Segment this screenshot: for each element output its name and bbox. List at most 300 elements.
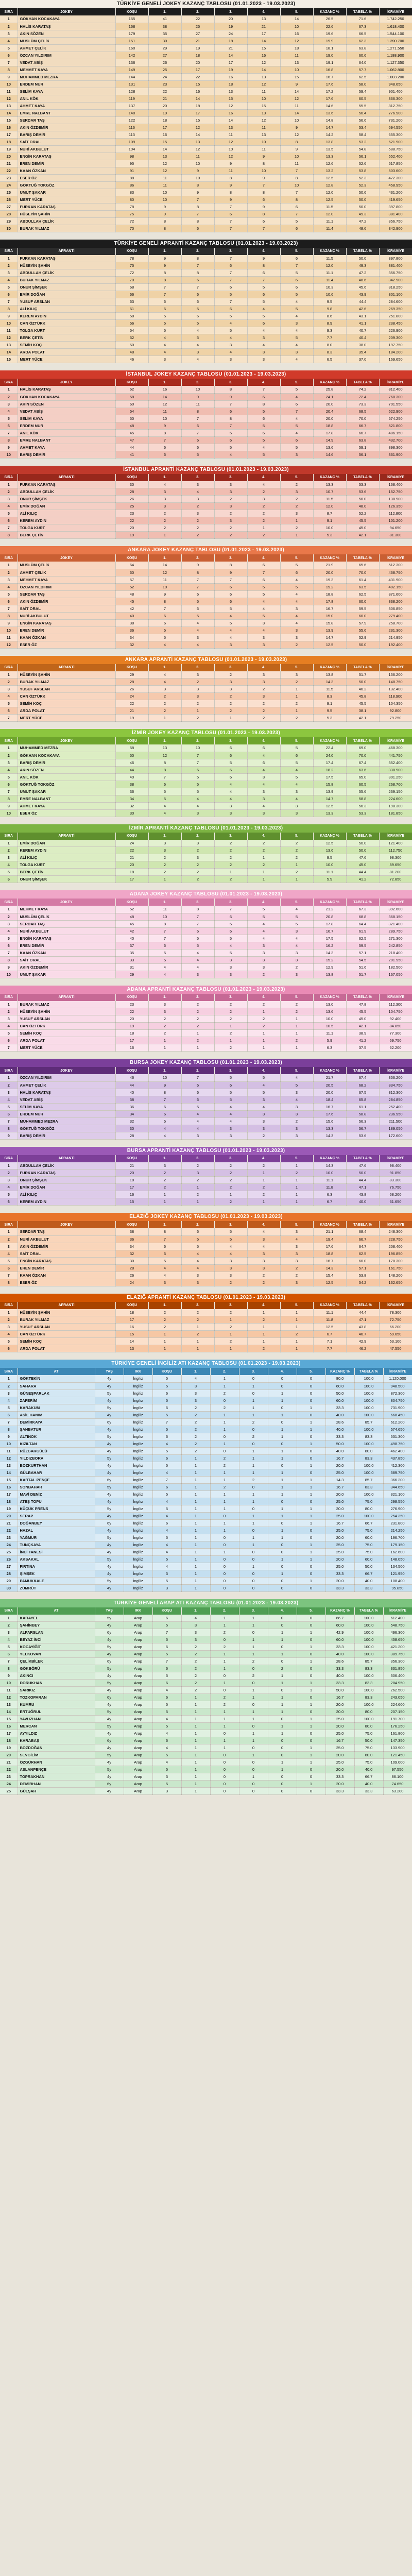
column-header: APRANTİ — [18, 1155, 115, 1162]
stat-cell: 94.650 — [379, 524, 412, 532]
stat-cell: 1 — [181, 1766, 210, 1773]
stat-cell: 1 — [239, 1752, 268, 1759]
column-header: 5. — [280, 554, 313, 562]
column-header: 3. — [214, 1302, 247, 1309]
section-gap — [0, 817, 412, 824]
stat-cell: 68.5 — [346, 408, 379, 415]
name-cell: ASLANPENÇE — [18, 1766, 95, 1773]
stat-cell: 2 — [280, 1264, 313, 1272]
table-row — [0, 626, 412, 634]
stat-cell: 0 — [239, 1555, 268, 1563]
stat-cell: 1 — [210, 1651, 239, 1658]
rank-cell: 9 — [0, 619, 18, 626]
stat-cell: 42.6 — [346, 306, 379, 313]
stat-cell: 18 — [181, 102, 214, 109]
stat-cell: 1 — [239, 1404, 268, 1411]
name-cell: AKIN ÖZDEMİR — [18, 598, 115, 605]
name-cell: GÜNEŞPARLAK — [18, 1389, 95, 1397]
stat-cell: 13 — [148, 744, 181, 752]
name-cell: HALİS KARATAŞ — [18, 1089, 115, 1096]
stat-cell: 7 — [280, 262, 313, 269]
rank-cell: 2 — [0, 1382, 18, 1389]
stat-cell: 812.750 — [379, 102, 412, 109]
stat-cell: 20.0 — [313, 1089, 346, 1096]
table-row — [0, 693, 412, 700]
table-row — [0, 861, 412, 869]
stat-cell: 2 — [181, 700, 214, 707]
stat-cell: 6.7 — [313, 1331, 346, 1338]
stat-cell: 812.400 — [379, 386, 412, 393]
stat-cell: 1 — [247, 1309, 280, 1316]
stat-cell: 53.6 — [346, 1132, 379, 1139]
stat-cell: 498.750 — [383, 1440, 412, 1447]
stat-cell: 5 — [214, 605, 247, 612]
rank-cell: 1 — [0, 1615, 18, 1622]
stat-cell: 17.8 — [313, 920, 346, 927]
rank-cell: 8 — [0, 66, 18, 73]
stat-cell: 1 — [181, 1694, 210, 1701]
stat-cell: 2 — [181, 1316, 214, 1324]
stat-cell: 5y — [95, 1577, 124, 1584]
stat-cell: 2 — [148, 517, 181, 524]
stat-cell: 52.3 — [346, 174, 379, 181]
stat-cell: 7 — [181, 415, 214, 422]
column-header: SIRA — [0, 664, 18, 671]
stat-cell: 4y — [95, 1411, 124, 1418]
rank-cell: 8 — [0, 795, 18, 802]
stat-cell: 4 — [181, 1110, 214, 1117]
table-row — [0, 1534, 412, 1541]
stat-cell: 1 — [280, 1316, 313, 1324]
table-row — [0, 167, 412, 174]
stat-cell: 6 — [247, 196, 280, 203]
stat-cell: 3 — [214, 641, 247, 648]
stat-cell: Arap — [124, 1651, 152, 1658]
stat-cell: 66.7 — [325, 1615, 354, 1622]
stat-cell: 13.3 — [313, 1125, 346, 1132]
stat-cell: 20.0 — [325, 1752, 354, 1759]
stat-cell: 7 — [181, 284, 214, 291]
column-header: KAZANÇ % — [313, 474, 346, 481]
stat-cell: 3 — [247, 634, 280, 641]
stat-cell: 284.850 — [379, 1096, 412, 1103]
stat-cell: 0 — [210, 1447, 239, 1454]
stat-cell: 1.742.250 — [379, 15, 412, 23]
table-row — [0, 1716, 412, 1723]
stat-cell: 4 — [214, 451, 247, 458]
rank-cell: 3 — [0, 686, 18, 693]
stat-cell: 4 — [280, 429, 313, 436]
stat-cell: 0 — [297, 1498, 325, 1505]
stat-cell: Arap — [124, 1622, 152, 1629]
stat-cell: 421.200 — [383, 1643, 412, 1651]
name-cell: HÜSEYİN ŞAHİN — [18, 210, 115, 217]
stat-cell: 16 — [214, 73, 247, 80]
stat-cell: 10.7 — [313, 488, 346, 496]
table-row — [0, 109, 412, 116]
table-row — [0, 1555, 412, 1563]
stat-cell: 2 — [148, 693, 181, 700]
stat-cell: 57.9 — [346, 619, 379, 626]
table-row — [0, 598, 412, 605]
stat-cell: 36 — [115, 626, 148, 634]
column-header: KOŞU — [115, 554, 148, 562]
stat-cell: 179 — [115, 30, 148, 37]
rank-cell: 5 — [0, 700, 18, 707]
stat-cell: 5 — [148, 320, 181, 327]
name-cell: KEREM AYDIN — [18, 847, 115, 854]
stat-cell: 2 — [181, 1687, 210, 1694]
stat-cell: İngiliz — [124, 1469, 152, 1476]
stat-cell: 5y — [95, 1708, 124, 1716]
stat-cell: 3 — [148, 496, 181, 503]
stat-cell: 20.0 — [325, 1701, 354, 1708]
stat-cell: 419.650 — [379, 196, 412, 203]
stat-cell: 1 — [181, 1788, 210, 1795]
ranking-table — [0, 664, 412, 722]
column-header: TABELA % — [346, 833, 379, 840]
stat-cell: 5 — [148, 795, 181, 802]
stat-cell: 47.550 — [379, 1345, 412, 1352]
stat-cell: 1 — [297, 1418, 325, 1426]
stat-cell: 4 — [247, 306, 280, 313]
stat-cell: 2 — [148, 854, 181, 861]
stat-cell: 10 — [181, 174, 214, 181]
stat-cell: 161.750 — [379, 1264, 412, 1272]
stat-cell: 40.0 — [325, 1426, 354, 1433]
stat-cell: 16 — [181, 88, 214, 95]
stat-cell: 0 — [268, 1658, 297, 1665]
table-row — [0, 612, 412, 619]
stat-cell: 3 — [148, 847, 181, 854]
table-row — [0, 1629, 412, 1636]
ranking-section — [0, 890, 412, 986]
stat-cell: 6 — [280, 225, 313, 232]
column-header: 2. — [181, 1067, 214, 1074]
name-cell: RÜZGARGÜLÜ — [18, 1447, 95, 1454]
column-header: 1. — [148, 248, 181, 255]
stat-cell: 57.7 — [346, 66, 379, 73]
stat-cell: 1 — [247, 524, 280, 532]
stat-cell: 4 — [181, 1375, 210, 1382]
rank-cell: 17 — [0, 131, 18, 138]
table-row — [0, 876, 412, 883]
table-header-row — [0, 1302, 412, 1309]
stat-cell: 47.2 — [346, 217, 379, 225]
stat-cell: Arap — [124, 1643, 152, 1651]
stat-cell: 7 — [152, 1476, 181, 1483]
stat-cell: 211.500 — [379, 1117, 412, 1125]
rank-cell: 19 — [0, 145, 18, 152]
stat-cell: 60.0 — [346, 598, 379, 605]
stat-cell: 4y — [95, 1426, 124, 1433]
stat-cell: Arap — [124, 1687, 152, 1694]
column-header: 1. — [181, 1607, 210, 1615]
stat-cell: 2 — [214, 1184, 247, 1191]
stat-cell: 22 — [181, 15, 214, 23]
stat-cell: 6 — [214, 927, 247, 935]
stat-cell: 5 — [214, 619, 247, 626]
stat-cell: 26 — [115, 496, 148, 503]
stat-cell: 2 — [280, 1331, 313, 1338]
stat-cell: 2 — [181, 679, 214, 686]
stat-cell: 0 — [297, 1665, 325, 1672]
table-row — [0, 320, 412, 327]
rank-cell: 16 — [0, 1723, 18, 1730]
stat-cell: 1 — [268, 1534, 297, 1541]
table-header-row — [0, 737, 412, 744]
rank-cell: 12 — [0, 641, 18, 648]
stat-cell: 4 — [214, 942, 247, 949]
stat-cell: 5 — [152, 1447, 181, 1454]
stat-cell: 10.0 — [313, 861, 346, 869]
name-cell: İNCİ TANESİ — [18, 1548, 95, 1555]
stat-cell: 254.350 — [383, 1512, 412, 1519]
stat-cell: 3 — [280, 626, 313, 634]
stat-cell: 19.9 — [313, 37, 346, 44]
section-gap — [0, 232, 412, 240]
stat-cell: 11 — [214, 131, 247, 138]
name-cell: ŞAHBATUR — [18, 1426, 95, 1433]
name-cell: AKIN SÖZEN — [18, 400, 115, 408]
stat-cell: 18 — [181, 52, 214, 59]
table-row — [0, 313, 412, 320]
stat-cell: 14 — [181, 95, 214, 102]
stat-cell: 21 — [247, 23, 280, 30]
stat-cell: 58.0 — [346, 80, 379, 88]
ranking-table — [0, 1607, 412, 1795]
stat-cell: İngiliz — [124, 1397, 152, 1404]
stat-cell: 40 — [115, 1089, 148, 1096]
stat-cell: 12 — [181, 124, 214, 131]
rank-cell: 10 — [0, 809, 18, 817]
stat-cell: 44.4 — [346, 869, 379, 876]
stat-cell: 21.7 — [313, 1074, 346, 1081]
column-header: KOŞU — [115, 994, 148, 1001]
stat-cell: 258.700 — [379, 619, 412, 626]
stat-cell: 8 — [247, 210, 280, 217]
stat-cell: 72 — [115, 269, 148, 277]
table-row — [0, 277, 412, 284]
stat-cell: 0 — [268, 1687, 297, 1694]
stat-cell: 3 — [214, 1125, 247, 1132]
table-row — [0, 1309, 412, 1316]
stat-cell: 42.1 — [346, 532, 379, 539]
rank-cell: 8 — [0, 1279, 18, 1286]
table-row — [0, 291, 412, 298]
rank-cell: 6 — [0, 707, 18, 715]
stat-cell: 6 — [148, 298, 181, 306]
stat-cell: 5 — [152, 1462, 181, 1469]
ranking-table — [0, 1067, 412, 1140]
table-row — [0, 686, 412, 693]
rank-cell: 5 — [0, 1338, 18, 1345]
stat-cell: 5.3 — [313, 532, 346, 539]
table-row — [0, 210, 412, 217]
stat-cell: 2 — [247, 700, 280, 707]
stat-cell: 1 — [268, 1759, 297, 1766]
stat-cell: 5 — [152, 1708, 181, 1716]
stat-cell: 2 — [280, 1170, 313, 1177]
stat-cell: 85.7 — [354, 1476, 383, 1483]
stat-cell: 10 — [148, 196, 181, 203]
rank-cell: 5 — [0, 1257, 18, 1264]
column-header: 4. — [268, 1607, 297, 1615]
stat-cell: 3 — [247, 693, 280, 700]
stat-cell: 18 — [214, 37, 247, 44]
table-header-row — [0, 248, 412, 255]
stat-cell: 104.750 — [379, 1008, 412, 1015]
stat-cell: 13.3 — [313, 809, 346, 817]
stat-cell: 25.0 — [325, 1730, 354, 1737]
stat-cell: 5 — [214, 429, 247, 436]
stat-cell: 172.600 — [379, 1132, 412, 1139]
stat-cell: 4 — [280, 942, 313, 949]
section-gap — [0, 649, 412, 656]
stat-cell: 12.5 — [313, 1324, 346, 1331]
stat-cell: 2 — [181, 1672, 210, 1680]
stat-cell: 4y — [95, 1636, 124, 1643]
stat-cell: 14.7 — [313, 634, 346, 641]
name-cell: VEDAT ABİŞ — [18, 408, 115, 415]
stat-cell: İngiliz — [124, 1584, 152, 1591]
stat-cell: 18 — [115, 1177, 148, 1184]
ranking-section — [0, 1059, 412, 1147]
stat-cell: 5 — [152, 1382, 181, 1389]
column-header: 1. — [148, 554, 181, 562]
stat-cell: 3 — [214, 1132, 247, 1139]
stat-cell: 28 — [115, 1264, 148, 1272]
stat-cell: 6 — [148, 1250, 181, 1257]
stat-cell: 43.1 — [346, 313, 379, 320]
column-header: JOKEY — [18, 899, 115, 906]
stat-cell: 53.2 — [346, 138, 379, 145]
stat-cell: 1 — [280, 1023, 313, 1030]
stat-cell: 72 — [115, 217, 148, 225]
stat-cell: 70.0 — [346, 415, 379, 422]
stat-cell: Arap — [124, 1708, 152, 1716]
stat-cell: 63.8 — [346, 436, 379, 444]
stat-cell: 3 — [247, 671, 280, 679]
stat-cell: 1 — [148, 1044, 181, 1052]
table-row — [0, 1177, 412, 1184]
stat-cell: 67.5 — [346, 1089, 379, 1096]
name-cell: ESER ÖZ — [18, 809, 115, 817]
stat-cell: 38 — [115, 619, 148, 626]
column-header: 4. — [247, 833, 280, 840]
ranking-section — [0, 0, 412, 240]
stat-cell: 66.200 — [379, 1324, 412, 1331]
stat-cell: 398.300 — [379, 444, 412, 451]
stat-cell: 21 — [115, 1162, 148, 1170]
stat-cell: 34 — [115, 1243, 148, 1250]
stat-cell: 6 — [152, 1694, 181, 1701]
column-header: KOŞU — [115, 1155, 148, 1162]
stat-cell: 47.6 — [346, 1162, 379, 1170]
stat-cell: 2 — [214, 876, 247, 883]
table-header-row — [0, 1155, 412, 1162]
stat-cell: 4 — [148, 1264, 181, 1272]
column-header: İKRAMİYE — [379, 248, 412, 255]
stat-cell: 0 — [239, 1505, 268, 1512]
name-cell: NURİ AKBULUT — [18, 145, 115, 152]
stat-cell: 17.2 — [313, 88, 346, 95]
stat-cell: 100.0 — [354, 1490, 383, 1498]
stat-cell: 7 — [247, 569, 280, 576]
stat-cell: 3 — [247, 334, 280, 342]
stat-cell: 2 — [247, 1272, 280, 1279]
table-row — [0, 80, 412, 88]
stat-cell: 9 — [148, 422, 181, 429]
stat-cell: 3 — [280, 1125, 313, 1132]
stat-cell: 14 — [148, 393, 181, 400]
rank-cell: 19 — [0, 1744, 18, 1752]
stat-cell: 5 — [214, 1235, 247, 1243]
stat-cell: 12 — [148, 569, 181, 576]
stat-cell: 75.0 — [354, 1527, 383, 1534]
stat-cell: 1 — [280, 707, 313, 715]
stat-cell: İngiliz — [124, 1418, 152, 1426]
stat-cell: 1 — [148, 1338, 181, 1345]
stat-cell: İngiliz — [124, 1570, 152, 1577]
stat-cell: 14.3 — [325, 1476, 354, 1483]
name-cell: GÖKTUĞ TOKGÖZ — [18, 181, 115, 189]
stat-cell: 1 — [148, 1037, 181, 1044]
table-row — [0, 298, 412, 306]
stat-cell: 0 — [268, 1577, 297, 1584]
rank-cell: 21 — [0, 1759, 18, 1766]
stat-cell: 15.8 — [313, 619, 346, 626]
stat-cell: 19.4 — [313, 1235, 346, 1243]
name-cell: AKIN ÖZDEMİR — [18, 124, 115, 131]
stat-cell: 22 — [115, 1008, 148, 1015]
rank-cell: 8 — [0, 1665, 18, 1672]
stat-cell: 7 — [181, 913, 214, 920]
stat-cell: 12.8 — [313, 181, 346, 189]
stat-cell: 2 — [247, 1015, 280, 1023]
rank-cell: 14 — [0, 1469, 18, 1476]
section-title: İZMİR APRANTİ KAZANÇ TABLOSU (01.01.2023 - 19.03.2023) — [0, 824, 412, 833]
stat-cell: 0 — [297, 1382, 325, 1389]
stat-cell: 0 — [239, 1577, 268, 1584]
column-header: 1. — [148, 1221, 181, 1228]
column-header: 4. — [247, 899, 280, 906]
stat-cell: 1 — [181, 1584, 210, 1591]
stat-cell: 19.2 — [313, 583, 346, 590]
stat-cell: 5 — [280, 744, 313, 752]
table-row — [0, 1447, 412, 1454]
stat-cell: 63.5 — [346, 583, 379, 590]
rank-cell: 4 — [0, 1023, 18, 1030]
stat-cell: 1.188.900 — [379, 52, 412, 59]
stat-cell: 33.3 — [325, 1773, 354, 1781]
rank-cell: 7 — [0, 1272, 18, 1279]
column-header: 3. — [214, 737, 247, 744]
stat-cell: 5 — [280, 334, 313, 342]
stat-cell: 5 — [280, 913, 313, 920]
stat-cell: 3 — [247, 963, 280, 971]
column-header: İKRAMİYE — [379, 474, 412, 481]
stat-cell: 552.400 — [379, 152, 412, 160]
stat-cell: 5 — [181, 773, 214, 781]
column-header: IRK — [124, 1368, 152, 1375]
table-row — [0, 262, 412, 269]
stat-cell: 15 — [181, 80, 214, 88]
stat-cell: 12.0 — [313, 210, 346, 217]
stat-cell: 2 — [210, 1643, 239, 1651]
stat-cell: 19 — [115, 715, 148, 722]
stat-cell: 1 — [247, 1170, 280, 1177]
